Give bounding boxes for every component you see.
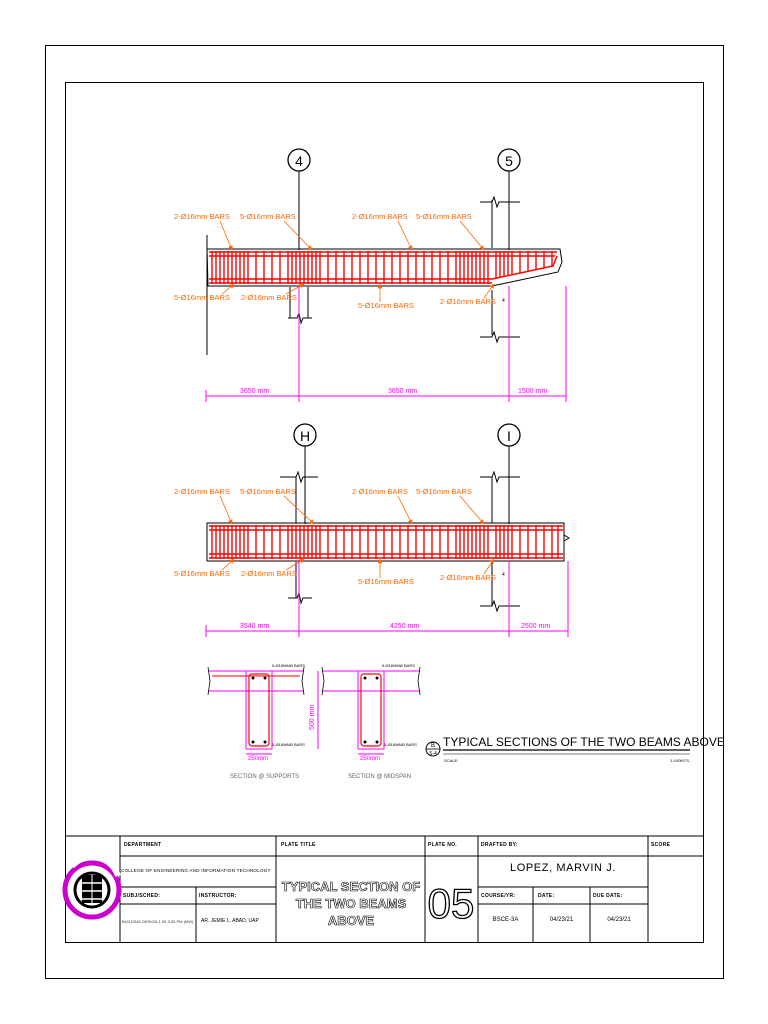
b2-label-t2: 5-Ø16mm BARS [240, 487, 296, 496]
section-title: TYPICAL SECTIONS OF THE TWO BEAMS ABOVE [443, 735, 725, 749]
grid-bubble-5 [498, 149, 520, 250]
support-width-label: 250mm [248, 756, 269, 762]
support-bottom-bars-label: 5-Ø16MMØ BARS [272, 742, 305, 747]
instructor-value: AR. JEMIE L. ABAD, UAP [201, 918, 259, 924]
section-title-block [426, 735, 725, 763]
b1-label-b1: 5-Ø16mm BARS [174, 293, 230, 302]
grid-label-4: 4 [295, 153, 303, 169]
subj-value: BUILDING DESIGN 1 00-3:30 PM (MW) [122, 919, 194, 924]
grid-label-5: 5 [505, 153, 513, 169]
b1-label-b4: 2-Ø16mm BARS [440, 297, 496, 306]
b2-label-b2: 2-Ø16mm BARS [241, 569, 297, 578]
due-date-value: 04/23/21 [607, 917, 631, 923]
subj-header: SUBJ/SCHED: [123, 893, 161, 899]
detail-number: B [430, 743, 436, 749]
plate-number: 05 [427, 880, 475, 927]
department-value: COLLEGE OF ENGINEERING AND INFORMATION TECHNOLOGY [121, 868, 271, 873]
b1-label-b2: 2-Ø16mm BARS [241, 293, 297, 302]
date-value: 04/23/21 [549, 917, 574, 923]
beam-1-elevation [174, 149, 566, 402]
beam-1-bottom-labels [174, 293, 496, 310]
depth-label: 500 mm [309, 704, 316, 730]
midspan-bottom-bars-label: 5-Ø16MMØ BARS [384, 742, 417, 747]
course-header: COURSE/YR: [481, 893, 516, 899]
grid-label-i: I [507, 428, 511, 444]
b1-label-t4: 5-Ø16mm BARS [416, 212, 472, 221]
plate-title: TYPICAL SECTION OF THE TWO BEAMS ABOVE [281, 879, 421, 928]
support-top-bars-label: 5-Ø16MMØ BARS [272, 663, 305, 668]
date-header: DATE: [538, 893, 555, 899]
scale-label: SCALE: [444, 758, 459, 763]
b2-dim-2: 4250 mm [390, 623, 420, 630]
b2-label-b4: 2-Ø16mm BARS [440, 573, 496, 582]
midspan-width-label: 250mm [360, 756, 381, 762]
b2-label-b3: 5-Ø16mm BARS [358, 577, 414, 586]
b1-label-t1: 2-Ø16mm BARS [174, 212, 230, 221]
plate-title-header: PLATE TITLE [281, 842, 316, 848]
due-date-header: DUE DATE: [593, 893, 623, 899]
beam-1-top-labels [174, 212, 472, 221]
b1-dim-1: 3650 mm [240, 388, 270, 395]
b2-dim-3: 2500 mm [521, 623, 551, 630]
beam-2-top-labels [174, 487, 472, 496]
b2-label-t4: 5-Ø16mm BARS [416, 487, 472, 496]
grid-bubble-i [498, 424, 520, 524]
sheet-ref: S-4 [429, 751, 437, 757]
grid-bubble-4 [288, 149, 310, 250]
scale-value: 1:100MTS. [670, 758, 690, 763]
b2-dim-1: 3540 mm [240, 623, 270, 630]
midspan-caption: SECTION @ MIDSPAN [348, 774, 411, 780]
b1-dim-3: 1500 mm [518, 388, 548, 395]
plate-no-header: PLATE NO. [428, 842, 457, 848]
section-depth-dimension [309, 671, 318, 749]
b1-label-t3: 2-Ø16mm BARS [352, 212, 408, 221]
beam-2-elevation [174, 424, 569, 637]
instructor-header: INSTRUCTOR: [199, 893, 237, 899]
drafted-by-header: DRAFTED BY: [481, 842, 518, 848]
college-logo [65, 857, 119, 917]
drafter-name: LOPEZ, MARVIN J. [510, 862, 616, 874]
svg-text:4: 4 [502, 572, 505, 578]
midspan-top-bars-label: 5-Ø16MMØ BARS [382, 663, 415, 668]
grid-label-h: H [299, 428, 311, 444]
b2-label-t1: 2-Ø16mm BARS [174, 487, 230, 496]
beam-2-bottom-labels [174, 569, 496, 586]
b2-label-b1: 5-Ø16mm BARS [174, 569, 230, 578]
b1-label-t2: 5-Ø16mm BARS [240, 212, 296, 221]
department-header: DEPARTMENT [124, 842, 162, 848]
b1-dim-2: 3650 mm [388, 388, 418, 395]
section-at-supports [208, 663, 305, 780]
b2-label-t3: 2-Ø16mm BARS [352, 487, 408, 496]
course-value: BSCE-3A [492, 917, 519, 923]
section-at-midspan [322, 663, 420, 780]
support-caption: SECTION @ SUPPORTS [230, 774, 299, 780]
b1-label-b3: 5-Ø16mm BARS [358, 301, 414, 310]
score-header: SCORE [651, 842, 671, 848]
svg-text:4: 4 [502, 298, 505, 304]
